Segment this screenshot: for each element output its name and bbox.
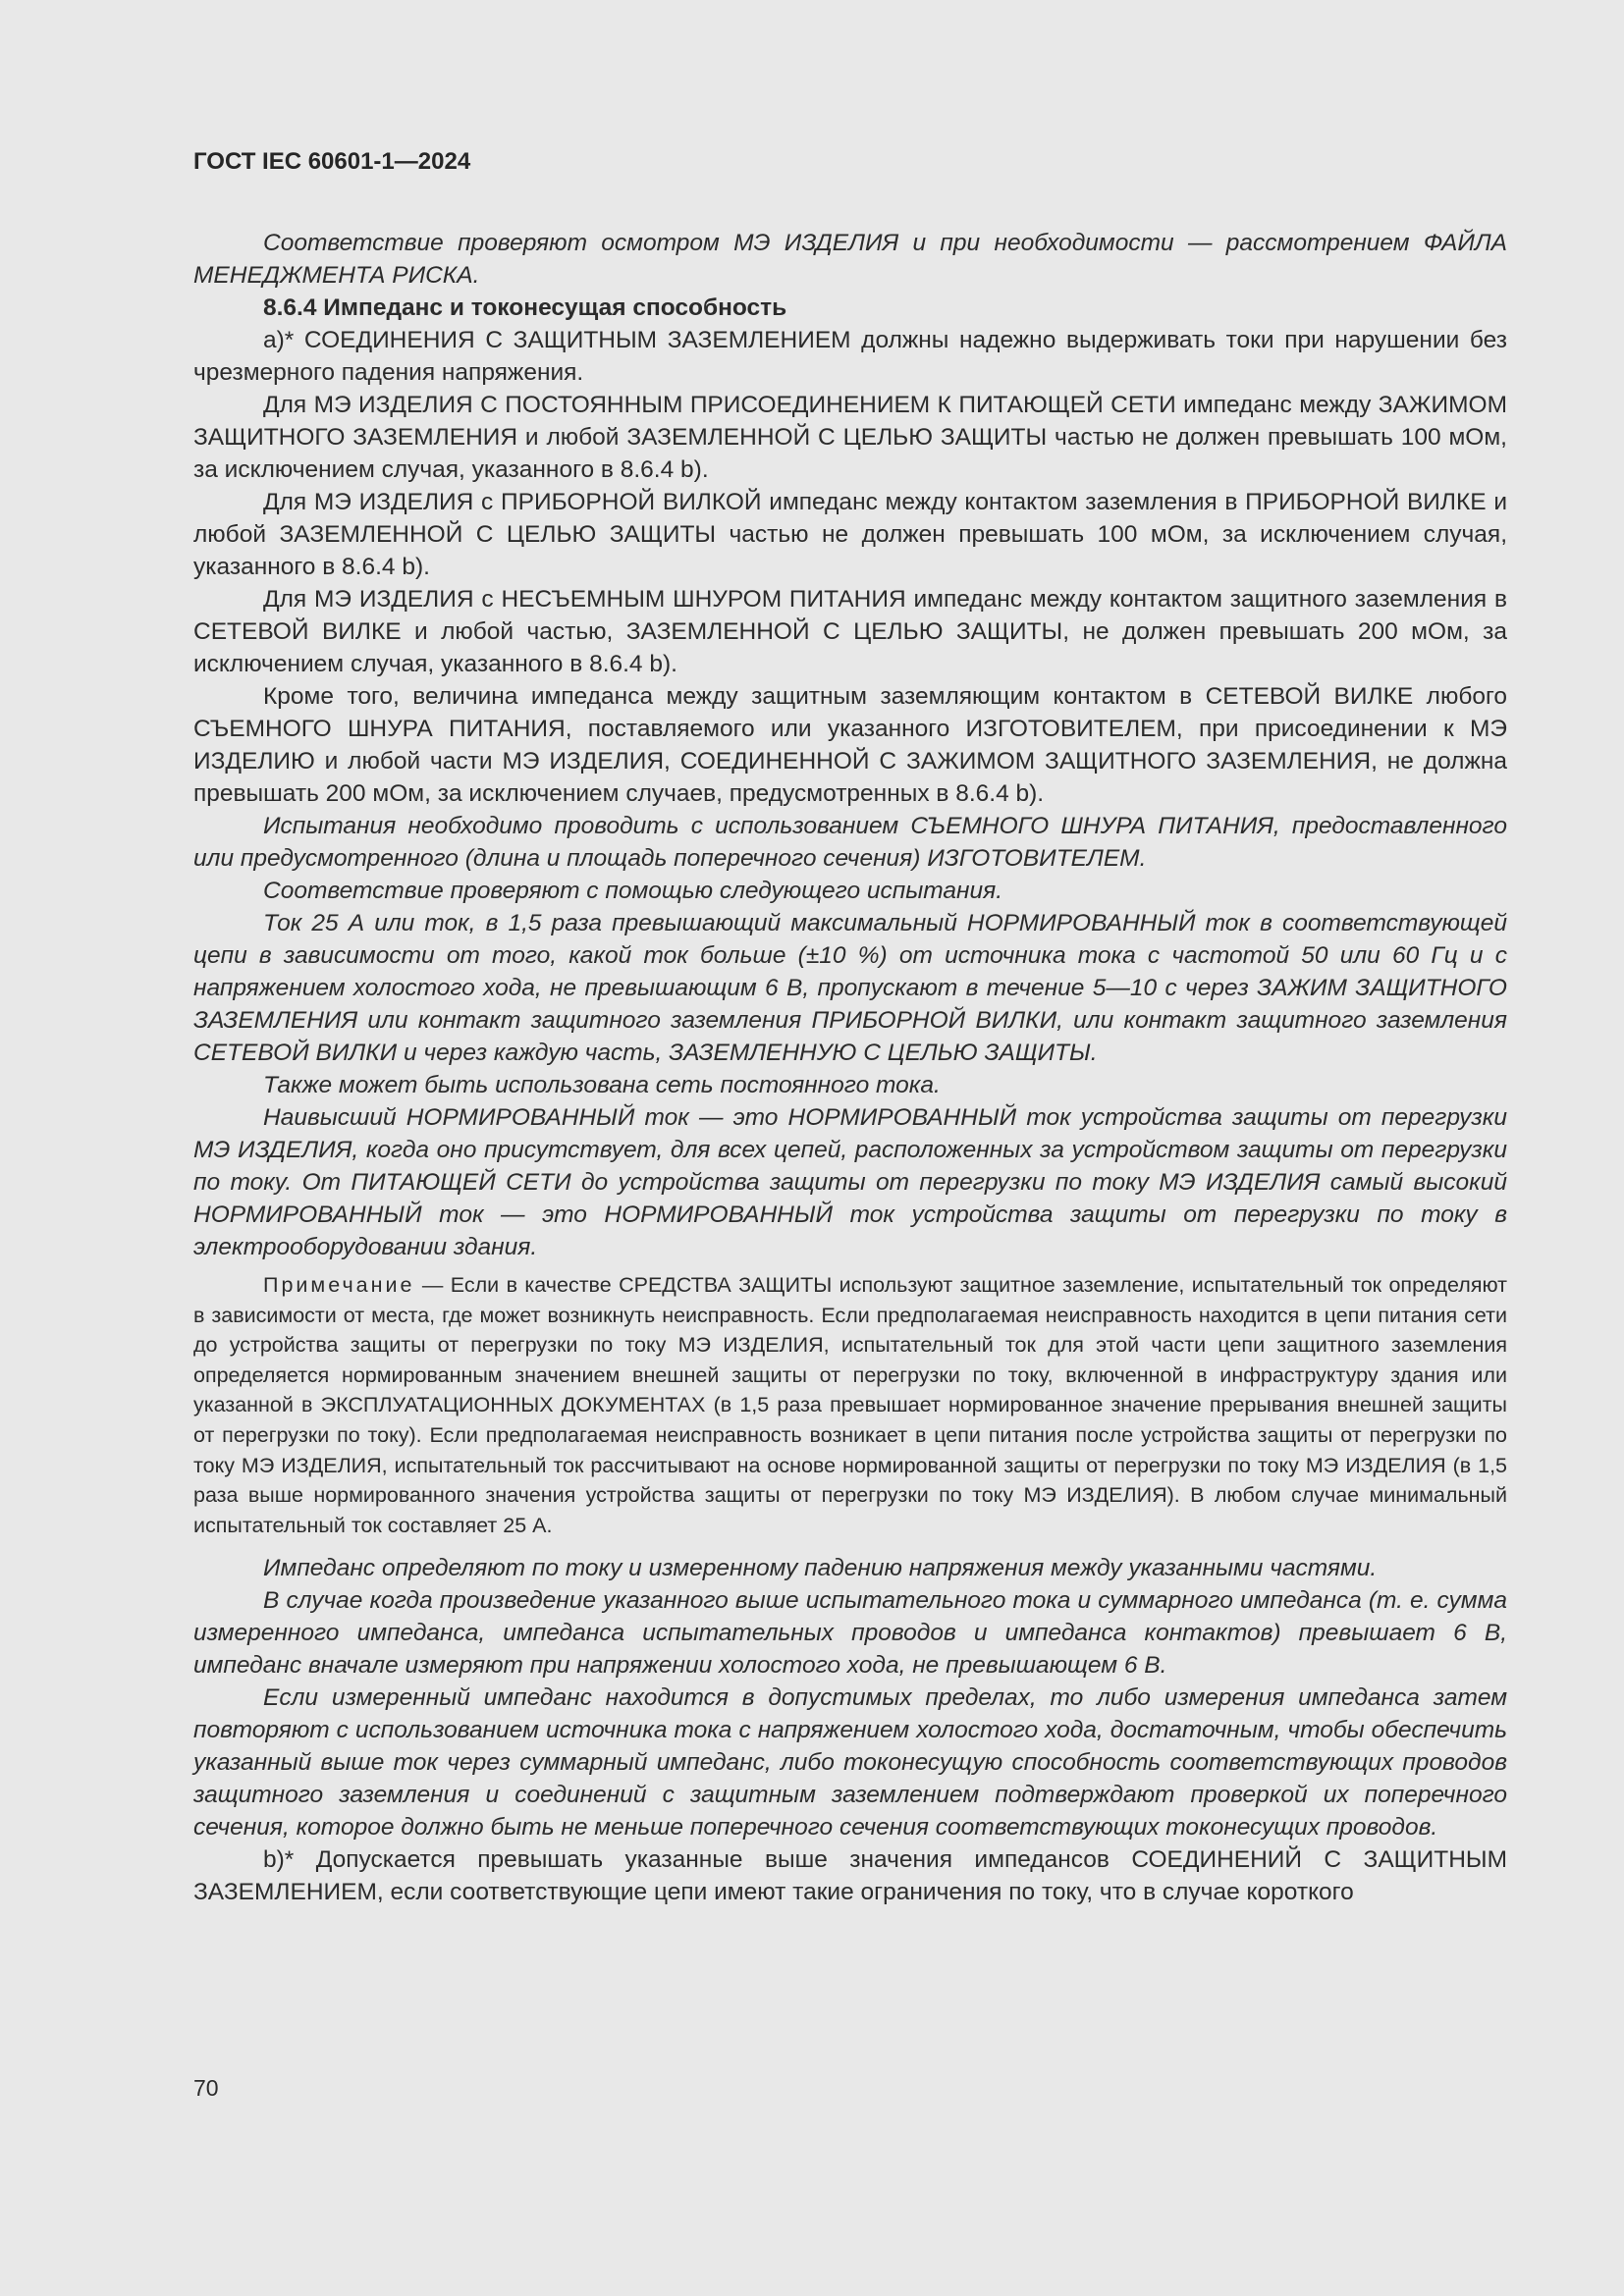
note-text: — Если в качестве СРЕДСТВА ЗАЩИТЫ используют защитное заземление, испытательный ток определяют в зависимости от места, где может возникнуть неисправность. Если предполагаемая неисправность находится в цепи питания сети до устройства защиты от перегрузки по току МЭ ИЗДЕЛИЯ, испытательный ток для этой части цепи защитного заземления определяется нормированным значением внешней защиты от перегрузки по току, включенной в инфраструктуру здания или указанной в ЭКСПЛУАТАЦИОННЫХ ДОКУМЕНТАХ (в 1,5 раза превышает нормированное значение прерывания внешней защиты от перегрузки по току). Если предполагаемая неисправность возникает в цепи питания после устройства защиты от перегрузки по току МЭ ИЗДЕЛИЯ, испытательный ток рассчитывают на основе нормированной защиты от перегрузки по току МЭ ИЗДЕЛИЯ (в 1,5 раза выше нормированного значения устройства защиты от перегрузки по току МЭ ИЗДЕЛИЯ). В любом случае минимальный испытательный ток составляет 25 А.: [193, 1273, 1507, 1537]
paragraph: Ток 25 А или ток, в 1,5 раза превышающий максимальный НОРМИРОВАННЫЙ ток в соответствующей цепи в зависимости от того, какой ток больше (±10 %) от источника тока с частотой 50 или 60 Гц и с напряжением холостого хода, не превышающим 6 В, пропускают в течение 5—10 с через ЗАЖИМ ЗАЩИТНОГО ЗАЗЕМЛЕНИЯ или контакт защитного заземления ПРИБОРНОЙ ВИЛКИ, или контакт защитного заземления СЕТЕВОЙ ВИЛКИ и через каждую часть, ЗАЗЕМЛЕННУЮ С ЦЕЛЬЮ ЗАЩИТЫ.: [193, 910, 1507, 1066]
note-label: Примечание: [263, 1273, 415, 1297]
paragraph: Если измеренный импеданс находится в допустимых пределах, то либо измерения импеданса затем повторяют с использованием источника тока с напряжением холостого хода, достаточным, чтобы обеспечить указанный выше ток через суммарный импеданс, либо токонесущую способность соответствующих проводов защитного заземления и соединений с защитным заземлением подтверждают проверкой их поперечного сечения, которое должно быть не меньше поперечного сечения соответствующих токонесущих проводов.: [193, 1684, 1507, 1842]
paragraph: Наивысший НОРМИРОВАННЫЙ ток — это НОРМИРОВАННЫЙ ток устройства защиты от перегрузки МЭ ИЗДЕЛИЯ, когда оно присутствует, для всех цепей, расположенных за устройством защиты от перегрузки по току. От ПИТАЮЩЕЙ СЕТИ до устройства защиты от перегрузки по току МЭ ИЗДЕЛИЯ самый высокий НОРМИРОВАННЫЙ ток — это НОРМИРОВАННЫЙ ток устройства защиты от перегрузки по току в электрооборудовании здания.: [193, 1104, 1507, 1260]
paragraph: Импеданс определяют по току и измеренному падению напряжения между указанными частями.: [263, 1555, 1378, 1582]
paragraph: Для МЭ ИЗДЕЛИЯ с ПРИБОРНОЙ ВИЛКОЙ импеданс между контактом заземления в ПРИБОРНОЙ ВИЛКЕ и любой ЗАЗЕМЛЕННОЙ С ЦЕЛЬЮ ЗАЩИТЫ частью не должен превышать 100 мОм, за исключением случая, указанного в 8.6.4 b).: [193, 489, 1507, 580]
paragraph: Кроме того, величина импеданса между защитным заземляющим контактом в СЕТЕВОЙ ВИЛКЕ любого СЪЕМНОГО ШНУРА ПИТАНИЯ, поставляемого или указанного ИЗГОТОВИТЕЛЕМ, при присоединении к МЭ ИЗДЕЛИЮ и любой части МЭ ИЗДЕЛИЯ, СОЕДИНЕННОЙ С ЗАЖИМОМ ЗАЩИТНОГО ЗАЗЕМЛЕНИЯ, не должна превышать 200 мОм, за исключением случаев, предусмотренных в 8.6.4 b).: [193, 683, 1507, 807]
page-header: ГОСТ IEC 60601-1—2024: [193, 148, 471, 175]
paragraph: Для МЭ ИЗДЕЛИЯ с НЕСЪЕМНЫМ ШНУРОМ ПИТАНИЯ импеданс между контактом защитного заземления в СЕТЕВОЙ ВИЛКЕ и любой частью, ЗАЗЕМЛЕННОЙ С ЦЕЛЬЮ ЗАЩИТЫ, не должен превышать 200 мОм, за исключением случая, указанного в 8.6.4 b).: [193, 586, 1507, 677]
paragraph: Также может быть использована сеть постоянного тока.: [263, 1072, 941, 1098]
paragraph: В случае когда произведение указанного выше испытательного тока и суммарного импеданса (т. е. сумма измеренного импеданса, импеданса испытательных проводов и импеданса контактов) превышает 6 В, импеданс вначале измеряют при напряжении холостого хода, не превышающем 6 В.: [193, 1587, 1507, 1680]
paragraph: Соответствие проверяют с помощью следующего испытания.: [263, 878, 1003, 904]
note: [193, 1270, 1507, 1540]
paragraph: Испытания необходимо проводить с использованием СЪЕМНОГО ШНУРА ПИТАНИЯ, предоставленного или предусмотренного (длина и площадь поперечного сечения) ИЗГОТОВИТЕЛЕМ.: [193, 813, 1507, 872]
paragraph: Для МЭ ИЗДЕЛИЯ С ПОСТОЯННЫМ ПРИСОЕДИНЕНИЕМ К ПИТАЮЩЕЙ СЕТИ импеданс между ЗАЖИМОМ ЗАЩИТНОГО ЗАЗЕМЛЕНИЯ и любой ЗАЗЕМЛЕННОЙ С ЦЕЛЬЮ ЗАЩИТЫ частью не должен превышать 100 мОм, за исключением случая, указанного в 8.6.4 b).: [193, 392, 1507, 483]
paragraph: Соответствие проверяют осмотром МЭ ИЗДЕЛИЯ и при необходимости — рассмотрением ФАЙЛА МЕНЕДЖМЕНТА РИСКА.: [193, 230, 1507, 289]
section-heading: 8.6.4 Импеданс и токонесущая способность: [263, 294, 787, 321]
page-content: [193, 227, 1507, 1908]
paragraph: а)* СОЕДИНЕНИЯ С ЗАЩИТНЫМ ЗАЗЕМЛЕНИЕМ должны надежно выдерживать токи при нарушении без чрезмерного падения напряжения.: [193, 327, 1507, 386]
page-number: 70: [193, 2075, 219, 2101]
paragraph: b)* Допускается превышать указанные выше значения импедансов СОЕДИНЕНИЙ С ЗАЩИТНЫМ ЗАЗЕМЛЕНИЕМ, если соответствующие цепи имеют такие ограничения по току, что в случае короткого: [193, 1846, 1507, 1906]
